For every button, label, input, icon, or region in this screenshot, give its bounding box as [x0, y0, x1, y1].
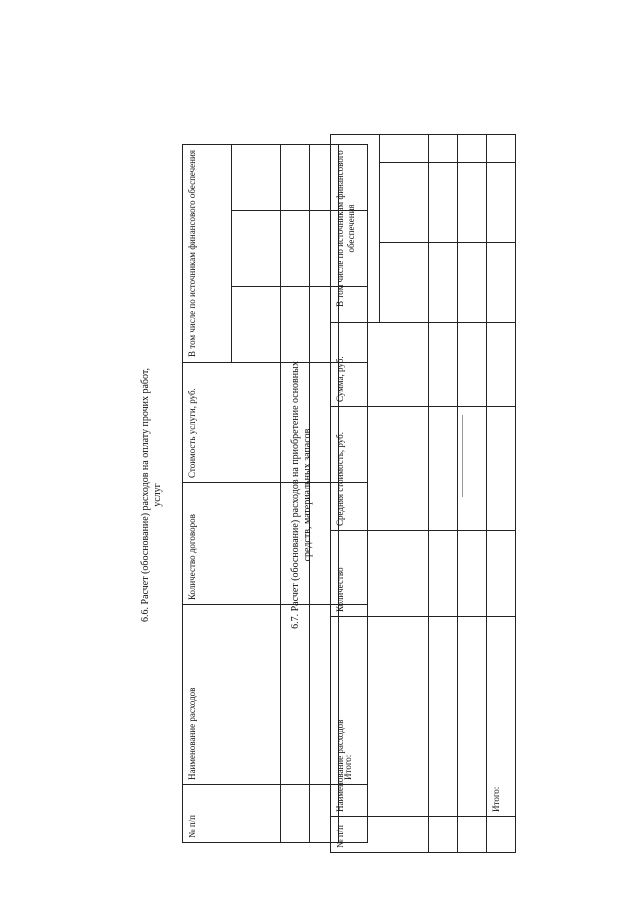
- header-source-3: [380, 135, 429, 163]
- table-cell: [429, 531, 458, 617]
- header-average-cost: Средняя стоимость, руб.: [331, 407, 429, 531]
- header-source-1: [232, 287, 281, 363]
- total-label: Итого:: [487, 617, 516, 817]
- separator-line: [462, 415, 463, 497]
- table-cell: [458, 531, 487, 617]
- table-cell: [487, 407, 516, 531]
- header-quantity: Количество: [331, 531, 429, 617]
- table-cell: [458, 163, 487, 243]
- table-cell: [429, 617, 458, 817]
- table-cell: [429, 407, 458, 531]
- table-cell: [429, 323, 458, 407]
- total-label: Итого:: [339, 605, 368, 785]
- section-6-7: [290, 135, 501, 855]
- section-title: [290, 135, 314, 855]
- header-sum: Сумма, руб.: [331, 323, 429, 407]
- table-cell: [458, 617, 487, 817]
- table-cell: [429, 135, 458, 163]
- header-source-3: [232, 145, 281, 211]
- table-row: [429, 135, 458, 853]
- header-num: № п/п: [331, 817, 429, 853]
- rotated-landscape-content: [140, 135, 500, 855]
- table-cell: [458, 323, 487, 407]
- fixed-assets-table: [330, 134, 516, 853]
- total-row: [487, 135, 516, 853]
- section-title-line2: средств, материальных запасов: [302, 428, 313, 562]
- header-service-cost: Стоимость услуги, руб.: [183, 363, 281, 483]
- section-title-line1: 6.7. Расчет (обоснование) расходов на приобретение основных: [290, 361, 301, 629]
- table-cell: [429, 817, 458, 853]
- header-funding-sources: В том числе по источникам финансового обеспечения: [183, 145, 232, 363]
- header-source-2: [380, 163, 429, 243]
- table-cell: [487, 243, 516, 323]
- table-cell: [458, 135, 487, 163]
- header-contracts-count: Количество договоров: [183, 483, 281, 605]
- table-cell: [487, 135, 516, 163]
- header-name: Наименование расходов: [331, 617, 429, 817]
- header-source-1: [380, 243, 429, 323]
- header-num: № п/п: [183, 785, 281, 843]
- header-name: Наименование расходов: [183, 605, 281, 785]
- header-source-2: [232, 211, 281, 287]
- section-title-line1: 6.6. Расчет (обоснование) расходов на оплату прочих работ,: [140, 368, 151, 622]
- table-cell: [458, 817, 487, 853]
- table-cell: [487, 163, 516, 243]
- header-funding-sources: В том числе по источникам финансового обеспечения: [331, 135, 380, 323]
- section-title-line2: услуг: [152, 483, 163, 507]
- section-title: [140, 135, 164, 855]
- table-cell: [429, 243, 458, 323]
- table-cell: [487, 323, 516, 407]
- table-cell: [487, 817, 516, 853]
- table-cell: [487, 531, 516, 617]
- table-cell: [429, 163, 458, 243]
- table-cell: [458, 243, 487, 323]
